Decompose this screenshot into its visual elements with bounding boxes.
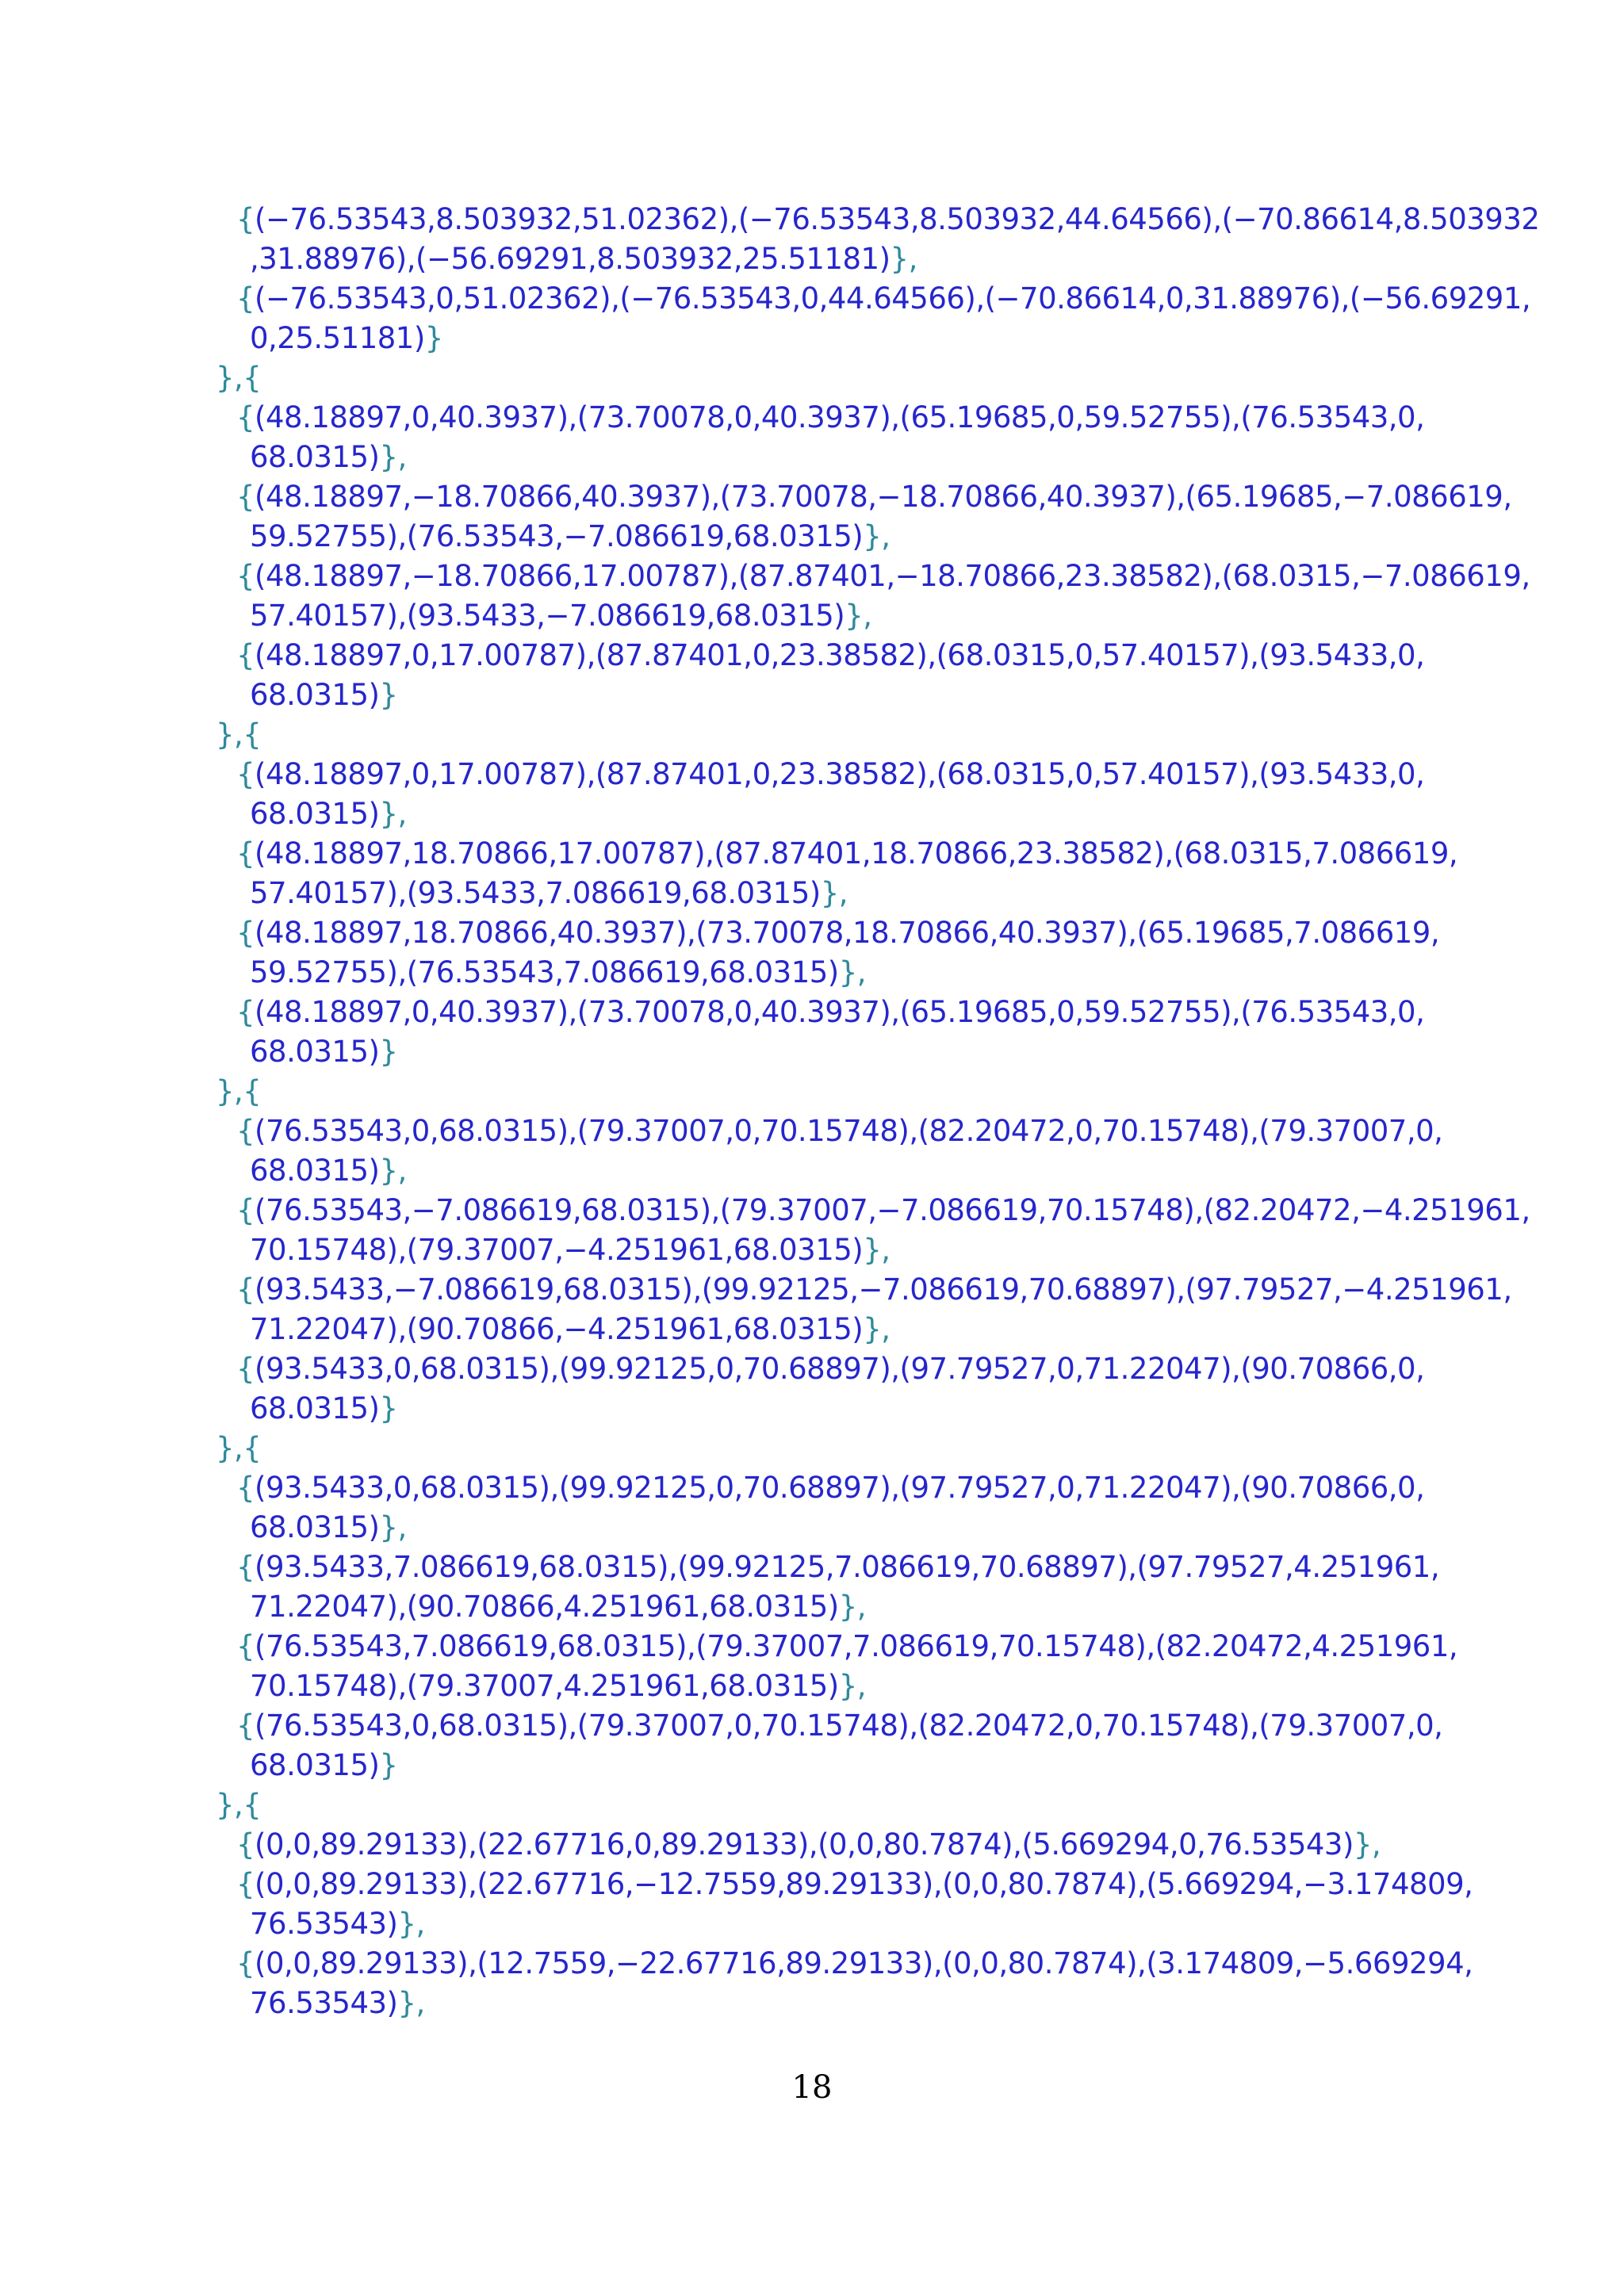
- coordinate-text: (−76.53543,0,51.02362),(−76.53543,0,44.64566),(−70.86614,0,31.88976),(−56.69291,: [255, 281, 1531, 316]
- separator: ,: [881, 1233, 891, 1267]
- brace: }: [838, 1590, 857, 1624]
- coordinate-text: 68.0315): [250, 440, 380, 474]
- code-line: [250, 874, 848, 913]
- code-line: [236, 1191, 1530, 1230]
- brace: }: [379, 678, 398, 712]
- code-line: [236, 1468, 1424, 1508]
- code-line: [250, 953, 866, 993]
- coordinate-text: (−76.53543,8.503932,51.02362),(−76.53543,8.503932,44.64566),(−70.86614,8.503932: [255, 202, 1540, 236]
- coordinate-text: 59.52755),(76.53543,7.086619,68.0315): [250, 955, 839, 989]
- code-line: [250, 1032, 398, 1072]
- coordinate-text: 76.53543): [250, 1907, 398, 1941]
- code-line: [236, 200, 1539, 239]
- brace: }: [863, 519, 882, 553]
- brace: },{: [216, 1431, 262, 1465]
- code-line: [250, 319, 443, 358]
- code-line: [250, 794, 407, 834]
- code-line: [250, 1508, 407, 1548]
- code-line: [236, 1944, 1473, 1984]
- brace: }: [379, 440, 398, 474]
- brace: {: [236, 1272, 255, 1307]
- coordinate-text: (48.18897,0,17.00787),(87.87401,0,23.38582),(68.0315,0,57.40157),(93.5433,0,: [255, 638, 1425, 672]
- separator: ,: [881, 1312, 891, 1346]
- coordinate-text: ,31.88976),(−56.69291,8.503932,25.51181): [250, 242, 891, 276]
- code-line: [216, 1072, 261, 1112]
- separator: ,: [856, 955, 867, 989]
- brace: }: [424, 321, 443, 355]
- code-line: [236, 1706, 1442, 1746]
- code-line: [236, 755, 1424, 794]
- separator: ,: [863, 599, 872, 633]
- coordinate-text: (48.18897,0,40.3937),(73.70078,0,40.3937),(65.19685,0,59.52755),(76.53543,0,: [255, 995, 1425, 1029]
- brace: {: [236, 1114, 255, 1148]
- code-line: [236, 636, 1424, 675]
- code-line: [236, 279, 1530, 319]
- brace: }: [379, 1154, 398, 1188]
- coordinate-text: 57.40157),(93.5433,−7.086619,68.0315): [250, 599, 845, 633]
- code-line: [250, 1389, 398, 1429]
- separator: ,: [1371, 1827, 1381, 1862]
- code-line: [250, 1746, 398, 1785]
- code-line: [236, 477, 1512, 517]
- coordinate-text: (0,0,89.29133),(22.67716,−12.7559,89.29133),(0,0,80.7874),(5.669294,−3.174809,: [255, 1867, 1473, 1901]
- brace: },{: [216, 361, 262, 395]
- brace: }: [863, 1312, 882, 1346]
- code-line: [250, 438, 407, 477]
- brace: }: [397, 1907, 416, 1941]
- brace: }: [379, 1748, 398, 1782]
- code-line: [216, 1785, 261, 1825]
- brace: }: [863, 1233, 882, 1267]
- brace: {: [236, 1550, 255, 1584]
- coordinate-text: 68.0315): [250, 678, 380, 712]
- brace: },{: [216, 718, 262, 752]
- brace: {: [236, 916, 255, 950]
- coordinate-text: (76.53543,0,68.0315),(79.37007,0,70.15748),(82.20472,0,70.15748),(79.37007,0,: [255, 1114, 1443, 1148]
- brace: }: [1353, 1827, 1372, 1862]
- brace: {: [236, 1867, 255, 1901]
- brace: {: [236, 480, 255, 514]
- code-line: [236, 557, 1530, 596]
- separator: ,: [881, 519, 891, 553]
- code-line: [236, 1627, 1457, 1667]
- brace: },{: [216, 1074, 262, 1108]
- brace: },{: [216, 1788, 262, 1822]
- code-line: [250, 675, 398, 715]
- code-line: [250, 239, 917, 279]
- coordinate-text: 71.22047),(90.70866,4.251961,68.0315): [250, 1590, 839, 1624]
- coordinate-text: (76.53543,7.086619,68.0315),(79.37007,7.086619,70.15748),(82.20472,4.251961,: [255, 1629, 1458, 1663]
- code-line: [250, 1904, 425, 1944]
- brace: }: [890, 242, 909, 276]
- coordinate-text: (48.18897,18.70866,40.3937),(73.70078,18.70866,40.3937),(65.19685,7.086619,: [255, 916, 1440, 950]
- separator: ,: [416, 1986, 425, 2020]
- code-line: [216, 1429, 261, 1468]
- coordinate-text: 57.40157),(93.5433,7.086619,68.0315): [250, 876, 821, 910]
- brace: {: [236, 757, 255, 791]
- brace: {: [236, 995, 255, 1029]
- brace: }: [379, 1510, 398, 1544]
- code-line: [236, 1349, 1424, 1389]
- brace: }: [838, 1669, 857, 1703]
- separator: ,: [908, 242, 917, 276]
- brace: {: [236, 836, 255, 871]
- coordinate-text: 71.22047),(90.70866,−4.251961,68.0315): [250, 1312, 864, 1346]
- coordinate-text: (76.53543,0,68.0315),(79.37007,0,70.15748),(82.20472,0,70.15748),(79.37007,0,: [255, 1709, 1443, 1743]
- brace: }: [838, 955, 857, 989]
- brace: {: [236, 1629, 255, 1663]
- brace: }: [379, 1391, 398, 1425]
- coordinate-text: 68.0315): [250, 1035, 380, 1069]
- coordinate-text: 68.0315): [250, 1154, 380, 1188]
- separator: ,: [397, 1154, 407, 1188]
- code-line: [236, 1865, 1473, 1904]
- brace: {: [236, 1827, 255, 1862]
- coordinate-text: 68.0315): [250, 797, 380, 831]
- code-line: [250, 1984, 425, 2023]
- separator: ,: [416, 1907, 425, 1941]
- brace: {: [236, 1193, 255, 1227]
- coordinate-text: (48.18897,18.70866,17.00787),(87.87401,18.70866,23.38582),(68.0315,7.086619,: [255, 836, 1458, 871]
- brace: {: [236, 1352, 255, 1386]
- coordinate-text: 70.15748),(79.37007,−4.251961,68.0315): [250, 1233, 864, 1267]
- coordinate-text: (48.18897,−18.70866,17.00787),(87.87401,−18.70866,23.38582),(68.0315,−7.086619,: [255, 559, 1530, 593]
- code-line: [236, 913, 1439, 953]
- coordinate-text: (93.5433,0,68.0315),(99.92125,0,70.68897),(97.79527,0,71.22047),(90.70866,0,: [255, 1471, 1425, 1505]
- coordinate-text: 68.0315): [250, 1748, 380, 1782]
- brace: }: [845, 599, 864, 633]
- code-line: [250, 1587, 866, 1627]
- code-line: [236, 834, 1457, 874]
- code-line: [250, 1230, 891, 1270]
- brace: }: [379, 797, 398, 831]
- brace: {: [236, 1709, 255, 1743]
- page-number: 18: [791, 2069, 833, 2106]
- separator: ,: [397, 1510, 407, 1544]
- coordinate-text: (48.18897,0,40.3937),(73.70078,0,40.3937),(65.19685,0,59.52755),(76.53543,0,: [255, 400, 1425, 434]
- coordinate-text: (93.5433,−7.086619,68.0315),(99.92125,−7.086619,70.68897),(97.79527,−4.251961,: [255, 1272, 1512, 1307]
- brace: {: [236, 559, 255, 593]
- code-line: [250, 1310, 891, 1349]
- separator: ,: [856, 1669, 867, 1703]
- code-line: [236, 1548, 1439, 1587]
- brace: }: [397, 1986, 416, 2020]
- code-line: [216, 358, 261, 398]
- brace: }: [379, 1035, 398, 1069]
- code-line: [250, 596, 872, 636]
- coordinate-text: (48.18897,0,17.00787),(87.87401,0,23.38582),(68.0315,0,57.40157),(93.5433,0,: [255, 757, 1425, 791]
- coordinate-text: (0,0,89.29133),(12.7559,−22.67716,89.29133),(0,0,80.7874),(3.174809,−5.669294,: [255, 1946, 1473, 1980]
- separator: ,: [397, 797, 407, 831]
- coordinate-text: 0,25.51181): [250, 321, 425, 355]
- coordinate-text: (0,0,89.29133),(22.67716,0,89.29133),(0,0,80.7874),(5.669294,0,76.53543): [255, 1827, 1354, 1862]
- separator: ,: [838, 876, 848, 910]
- code-line: [250, 1151, 407, 1191]
- separator: ,: [856, 1590, 867, 1624]
- coordinate-text: (48.18897,−18.70866,40.3937),(73.70078,−18.70866,40.3937),(65.19685,−7.086619,: [255, 480, 1512, 514]
- code-line: [236, 1825, 1381, 1865]
- coordinate-text: 70.15748),(79.37007,4.251961,68.0315): [250, 1669, 839, 1703]
- brace: {: [236, 1471, 255, 1505]
- brace: {: [236, 400, 255, 434]
- brace: {: [236, 281, 255, 316]
- brace: {: [236, 1946, 255, 1980]
- separator: ,: [397, 440, 407, 474]
- coordinate-text: 59.52755),(76.53543,−7.086619,68.0315): [250, 519, 864, 553]
- code-line: [236, 1112, 1442, 1151]
- coordinate-text: (93.5433,0,68.0315),(99.92125,0,70.68897),(97.79527,0,71.22047),(90.70866,0,: [255, 1352, 1425, 1386]
- brace: }: [820, 876, 839, 910]
- coordinate-text: 76.53543): [250, 1986, 398, 2020]
- coordinate-text: 68.0315): [250, 1510, 380, 1544]
- brace: {: [236, 638, 255, 672]
- code-line: [236, 398, 1424, 438]
- coordinate-text: (93.5433,7.086619,68.0315),(99.92125,7.086619,70.68897),(97.79527,4.251961,: [255, 1550, 1440, 1584]
- coordinate-text: (76.53543,−7.086619,68.0315),(79.37007,−7.086619,70.15748),(82.20472,−4.251961,: [255, 1193, 1530, 1227]
- code-line: [216, 715, 261, 755]
- code-line: [236, 1270, 1512, 1310]
- code-line: [236, 993, 1424, 1032]
- code-line: [250, 1667, 866, 1706]
- brace: {: [236, 202, 255, 236]
- code-line: [250, 517, 891, 557]
- coordinate-text: 68.0315): [250, 1391, 380, 1425]
